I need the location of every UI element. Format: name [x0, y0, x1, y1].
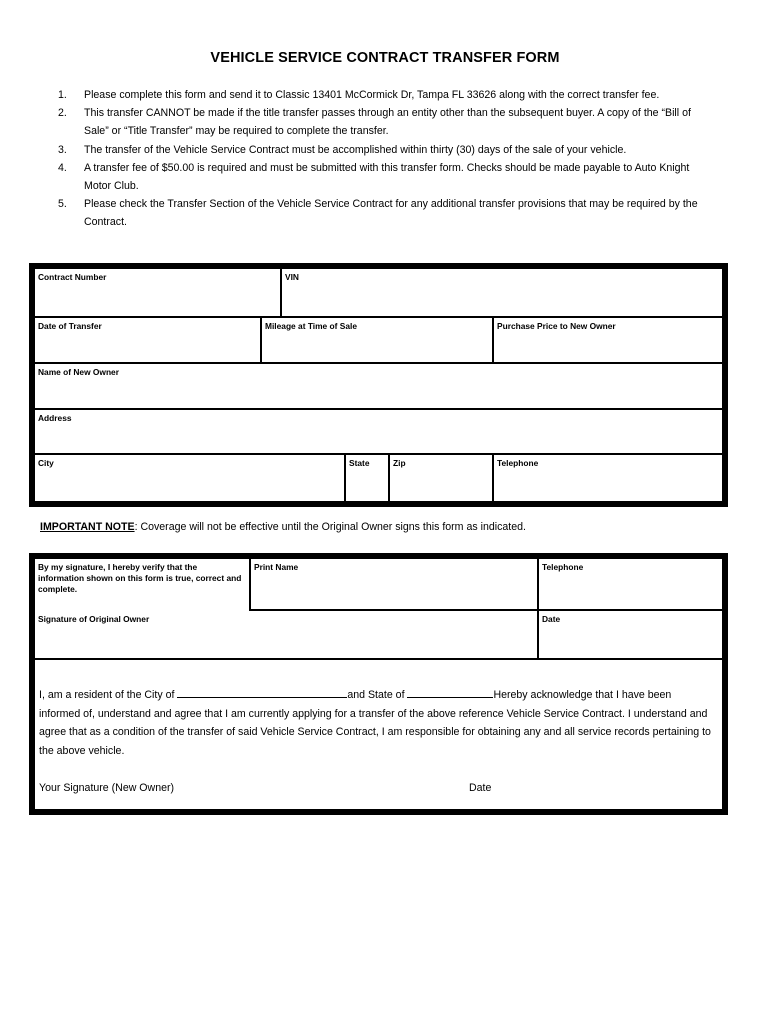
instruction-item: 1. Please complete this form and send it to Classic 13401 McCormick Dr, Tampa FL 33626 along with the correct transfer fee.: [58, 89, 660, 101]
original-owner-box: [29, 553, 728, 815]
original-date-label: Date: [542, 614, 561, 624]
state-blank[interactable]: [407, 686, 493, 698]
transfer-details-box: [29, 263, 728, 507]
city-field[interactable]: [35, 455, 344, 501]
city-label: City: [38, 458, 54, 468]
date-of-transfer-field[interactable]: [35, 318, 260, 362]
verification-text: By my signature, I hereby verify that the information shown on this form is true, correct and complete.: [38, 562, 242, 594]
original-telephone-label: Telephone: [542, 562, 584, 572]
address-field[interactable]: [35, 410, 722, 453]
instruction-item: 2. This transfer CANNOT be made if the title transfer passes through an entity other than the subsequent buyer. A copy of the “Bill of Sale” or “Title Transfer” may be required to complete the transfer.: [58, 107, 691, 138]
acknowledgement-section: [35, 660, 722, 809]
telephone-field[interactable]: [494, 455, 722, 501]
contract-number-label: Contract Number: [38, 272, 107, 282]
important-note-label: IMPORTANT NOTE: [40, 521, 135, 533]
instructions-list: [58, 86, 708, 232]
important-note-text: : Coverage will not be effective until the Original Owner signs this form as indicated.: [134, 521, 526, 533]
original-telephone-field[interactable]: [539, 559, 722, 609]
city-blank[interactable]: [177, 686, 347, 698]
address-label: Address: [38, 413, 72, 423]
print-name-field[interactable]: [251, 559, 537, 609]
original-date-field[interactable]: [539, 611, 722, 658]
contract-number-field[interactable]: [35, 269, 280, 316]
state-field[interactable]: [346, 455, 388, 501]
new-owner-name-label: Name of New Owner: [38, 367, 119, 377]
new-owner-name-field[interactable]: [35, 364, 722, 408]
purchase-price-label: Purchase Price to New Owner: [497, 321, 616, 331]
print-name-label: Print Name: [254, 562, 299, 572]
acknowledgement-text: I, am a resident of the City of and State of Hereby acknowledge that I have been informed of, understand and agree that I am currently applying for a transfer of the above reference Vehicle Service Contract. I understand and agree that as a condition of the transfer of said Vehicle Service Contract, I am responsible for obtaining any and all service records pertaining to the above vehicle.: [39, 686, 711, 760]
instruction-item: 3. The transfer of the Vehicle Service Contract must be accomplished within thirty (30) days of the sale of your vehicle.: [58, 143, 627, 156]
instruction-item: 4. A transfer fee of $50.00 is required and must be submitted with this transfer form. Checks should be made payable to Auto Knight Motor Club.: [58, 161, 690, 193]
date-of-transfer-label: Date of Transfer: [38, 321, 102, 331]
zip-field[interactable]: [390, 455, 492, 501]
zip-label: Zip: [393, 458, 406, 468]
state-label: State: [349, 458, 370, 468]
new-owner-date-label[interactable]: Date: [469, 782, 492, 794]
original-signature-field[interactable]: [35, 611, 537, 658]
form-title: VEHICLE SERVICE CONTRACT TRANSFER FORM: [210, 50, 560, 66]
vin-label: VIN: [285, 272, 299, 282]
mileage-field[interactable]: [262, 318, 492, 362]
purchase-price-field[interactable]: [494, 318, 722, 362]
telephone-label: Telephone: [497, 458, 539, 468]
original-signature-label: Signature of Original Owner: [38, 614, 150, 624]
instruction-item: 5. Please check the Transfer Section of the Vehicle Service Contract for any additional transfer provisions that may be required by the Contract.: [58, 198, 698, 229]
new-owner-signature-label[interactable]: Your Signature (New Owner): [39, 782, 175, 794]
important-note: [40, 521, 526, 533]
mileage-label: Mileage at Time of Sale: [265, 321, 358, 331]
vin-field[interactable]: [282, 269, 722, 316]
